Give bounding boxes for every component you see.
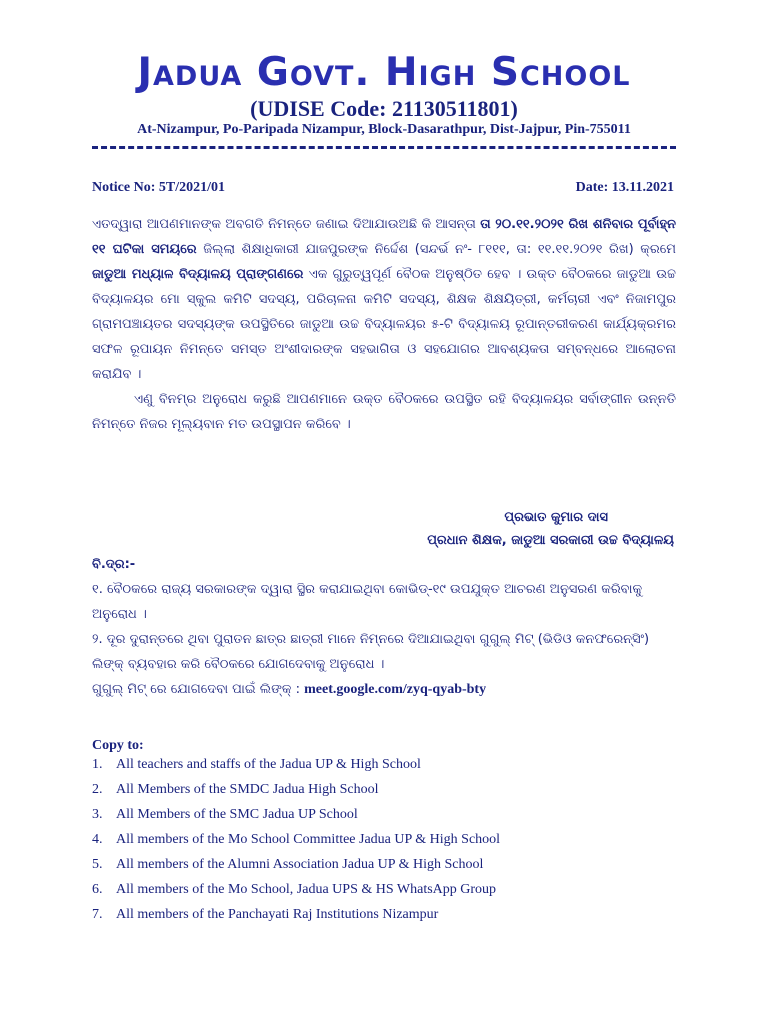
notice-body [92,212,676,437]
list-item-number: 6. [92,882,103,897]
body-paragraph-1 [92,212,676,387]
list-item [92,827,692,852]
meeting-datetime: ତା ୨୦.୧୧.୨୦୨୧ ରିଖ ଶନିବାର ପୂର୍ବାହ୍ନ ୧୧ ଘଟିକା ସମୟରେ [92,217,676,257]
notice-number: Notice No: 5T/2021/01 [92,180,225,195]
list-item-number: 7. [92,907,103,922]
meet-link[interactable]: meet.google.com/zyq-qyab-bty [304,682,487,697]
signatory-designation: ପ୍ରଧାନ ଶିକ୍ଷକ, ଜାଡୁଆ ସରକାରୀ ଉଚ୍ଚ ବିଦ୍ୟାଳୟ [427,533,674,548]
list-item [92,752,692,777]
note-item-1: ୧. ବୈଠକରେ ରାଜ୍ୟ ସରକାରଙ୍କ ଦ୍ୱାରା ସ୍ଥିର କରାଯାଇଥିବା କୋଭିଡ୍-୧୯ ଉପଯୁକ୍ତ ଆଚରଣ ଅନୁସରଣ କରିବାକୁ ଅନୁରୋଧ । [92,582,643,622]
list-item-number: 2. [92,782,103,797]
copy-to-heading: Copy to: [92,738,144,753]
list-item-text: All Members of the SMC Jadua UP School [116,807,358,822]
meet-link-line [92,677,676,702]
body-p1-part-e: ଏକ ଗୁରୁତ୍ୱପୂର୍ଣ ବୈଠକ ଅନୁଷ୍ଠିତ ହେବ । ଉକ୍ତ ବୈଠକରେ ଜାଡୁଆ ଉଚ୍ଚ ବିଦ୍ୟାଳୟର ମୋ ସ୍କୁଲ କମିଟି ସଦସ୍ୟ, ପରିଚାଳନା କମିଟି ସଦସ୍ୟ, ଶିକ୍ଷକ ଶିକ୍ଷୟିତ୍ରୀ, କର୍ମଚାରୀ ଏବଂ ନିଜାମପୁର ଗ୍ରାମପଞ୍ଚାୟତର ସଦସ୍ୟଙ୍କ ଉପସ୍ଥିତିରେ ଜାଡୁଆ ଉଚ୍ଚ ବିଦ୍ୟାଳୟର ୫-ଟି ବିଦ୍ୟାଳୟ ରୂପାନ୍ତରୀକରଣ କାର୍ଯ୍ୟକ୍ରମର ସଫଳ ରୂପାୟନ ନିମନ୍ତେ ସମସ୍ତ ଅଂଶୀଦାରଙ୍କ ସହଭାଗିତା ଓ ସହଯୋଗର ଆବଶ୍ୟକତା ସମ୍ବନ୍ଧରେ ଆଲୋଚନା କରାଯିବ । [92,267,676,382]
note-item-2: ୨. ଦୂର ଦୁରାନ୍ତରେ ଥିବା ପୁରାତନ ଛାତ୍ର ଛାତ୍ରୀ ମାନେ ନିମ୍ନରେ ଦିଆଯାଇଥିବା ଗୁଗୁଲ୍ ମିଟ୍ (ଭିଡିଓ କନଫରେନ୍ସିଂ) ଲିଙ୍କ୍ ବ୍ୟବହାର କରି ବୈଠକରେ ଯୋଗଦେବାକୁ ଅନୁରୋଧ । [92,632,650,672]
list-item-number: 3. [92,807,103,822]
list-item-number: 1. [92,757,103,772]
note-heading: ବି.ଦ୍ର:- [92,557,136,572]
body-p1-part-a: ଏତଦ୍ୱାରା ଆପଣମାନଙ୍କ ଅବଗତି ନିମନ୍ତେ ଜଣାଇ ଦିଆଯାଉଅଛି କି ଆସନ୍ତା [92,217,481,232]
list-item-text: All Members of the SMDC Jadua High School [116,782,379,797]
list-item-text: All members of the Mo School, Jadua UPS & HS WhatsApp Group [116,882,497,897]
list-item [92,852,692,877]
list-item-text: All members of the Mo School Committee Jadua UP & High School [116,832,501,847]
body-paragraph-2: ଏଣୁ ବିନମ୍ର ଅନୁରୋଧ କରୁଛି ଆପଣମାନେ ଉକ୍ତ ବୈଠକରେ ଉପସ୍ଥିତ ରହି ବିଦ୍ୟାଳୟର ସର୍ବାଙ୍ଗୀନ ଉନ୍ନତି ନିମନ୍ତେ ନିଜର ମୂଲ୍ୟବାନ ମତ ଉପସ୍ଥାପନ କରିବେ । [92,392,676,432]
notice-date: Date: 13.11.2021 [575,180,674,195]
body-p1-part-c: ଜିଲ୍ଲା ଶିକ୍ଷାଧିକାରୀ ଯାଜପୁରଙ୍କ ନିର୍ଦ୍ଦେଶ (ସନ୍ଦର୍ଭ ନଂ- ୮୧୧୧, ତା: ୧୧.୧୧.୨୦୨୧ ରିଖ) କ୍ରମେ [196,242,676,257]
signatory-name: ପ୍ରଭାତ କୁମାର ଦାସ [504,510,608,525]
list-item [92,902,692,927]
list-item-text: All members of the Panchayati Raj Institutions Nizampur [116,907,439,922]
udise-code: (UDISE Code: 21130511801) [250,96,518,121]
note-section [92,552,676,702]
list-item-number: 4. [92,832,103,847]
header-divider [92,146,676,149]
school-address: At-Nizampur, Po-Paripada Nizampur, Block-Dasarathpur, Dist-Jajpur, Pin-755011 [137,122,631,137]
list-item-text: All teachers and staffs of the Jadua UP & High School [116,757,421,772]
copy-to-list [92,752,692,927]
list-item [92,877,692,902]
meet-link-label: ଗୁଗୁଲ୍ ମିଟ୍ ରେ ଯୋଗଦେବା ପାଇଁ ଲିଙ୍କ୍ : [92,682,305,697]
list-item-text: All members of the Alumni Association Jadua UP & High School [116,857,484,872]
list-item [92,777,692,802]
meeting-venue: ଜାଡୁଆ ମଧ୍ୟାଳ ବିଦ୍ୟାଳୟ ପ୍ରାଙ୍ଗଣରେ [92,267,304,282]
list-item [92,802,692,827]
school-title: Jadua Govt. High School [137,50,631,95]
list-item-number: 5. [92,857,103,872]
